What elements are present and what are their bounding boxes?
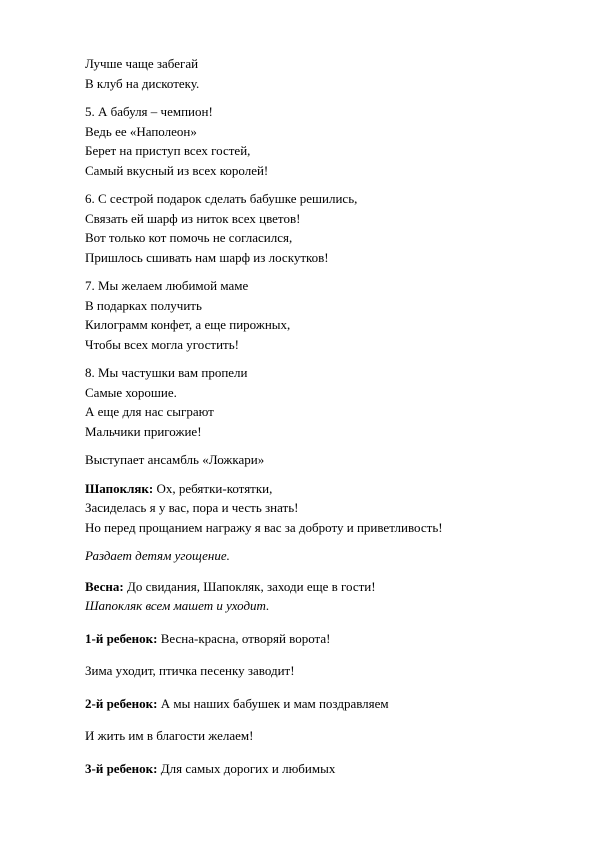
speech-line: И жить им в благости желаем! (85, 728, 254, 743)
stage-direction: Шапокляк всем машет и уходит. (85, 598, 270, 613)
speech-text: Весна-красна, отворяй ворота! (157, 630, 331, 646)
speaker-name: Шапокляк: (85, 480, 154, 496)
speaker-name: Весна: (85, 578, 124, 594)
text-line: Килограмм конфет, а еще пирожных, (85, 317, 291, 332)
text-line: Вот только кот помочь не согласился, (85, 230, 293, 245)
text-line: Связать ей шарф из ниток всех цветов! (85, 210, 301, 226)
speech-line (85, 759, 565, 779)
text-line: Мальчики пригожие! (85, 423, 202, 439)
text-line: Чтобы всех могла угостить! (85, 336, 239, 352)
speech-line: Зима уходит, птичка песенку заводит! (85, 663, 295, 678)
speaker-name: 2-й ребенок: (85, 695, 158, 711)
stage-direction: Раздает детям угощение. (85, 548, 230, 563)
text-line: Ведь ее «Наполеон» (85, 123, 197, 139)
speech-text: А мы наших бабушек и мам поздравляем (157, 695, 389, 711)
speaker-name: 3-й ребенок: (85, 760, 158, 776)
text-line: Самый вкусный из всех королей! (85, 162, 269, 178)
text-line: Берет на приступ всех гостей, (85, 143, 251, 158)
verse-4-end (85, 54, 565, 93)
speaker-name: 1-й ребенок: (85, 630, 158, 646)
text-line: В подарках получить (85, 297, 202, 313)
text-line: 8. Мы частушки вам пропели (85, 365, 248, 380)
speech-text: Ох, ребятки-котятки, (153, 480, 273, 496)
ensemble-announcement: Выступает ансамбль «Ложкари» (85, 452, 265, 467)
text-line: Самые хорошие. (85, 384, 177, 400)
speech-line: Засиделась я у вас, пора и честь знать! (85, 500, 299, 515)
verse-7 (85, 276, 565, 354)
speech-text: До свидания, Шапокляк, заходи еще в гости! (123, 578, 376, 594)
verse-6 (85, 189, 565, 267)
text-line: Лучше чаще забегай (85, 56, 199, 71)
speech-text: Для самых дорогих и любимых (157, 760, 336, 776)
text-line: Пришлось сшивать нам шарф из лоскутков! (85, 249, 329, 265)
text-line: 5. А бабуля – чемпион! (85, 104, 213, 119)
speech-line (85, 479, 565, 499)
document-page (85, 54, 565, 778)
verse-5 (85, 102, 565, 180)
text-line: В клуб на дискотеку. (85, 75, 200, 91)
verse-8 (85, 363, 565, 441)
text-line: 6. С сестрой подарок сделать бабушке решились, (85, 191, 358, 206)
text-line: 7. Мы желаем любимой маме (85, 278, 249, 293)
speech-line: Но перед прощанием награжу я вас за доброту и приветливость! (85, 519, 443, 535)
speech-line (85, 629, 565, 649)
vesna-speech (85, 577, 565, 616)
speech-line (85, 694, 565, 714)
speech-line (85, 577, 565, 597)
text-line: А еще для нас сыграют (85, 404, 214, 419)
shapoklyak-speech (85, 479, 565, 538)
